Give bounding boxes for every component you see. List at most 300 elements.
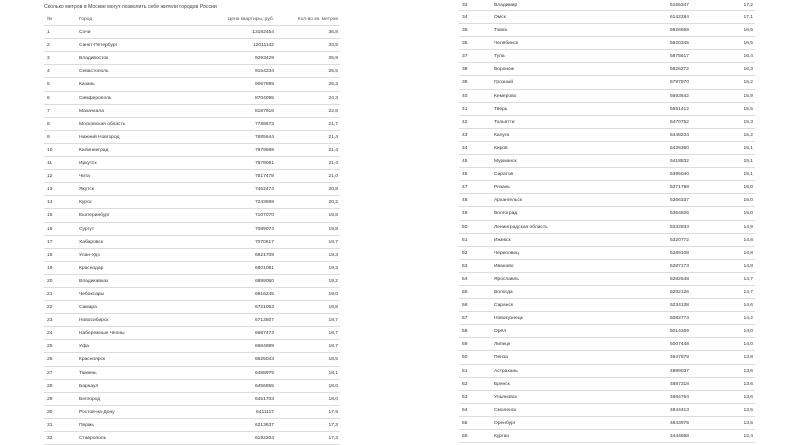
row-price: 7679589 <box>254 147 274 153</box>
row-price: 6921709 <box>254 252 274 258</box>
row-price: 5395040 <box>669 172 689 178</box>
row-price: 5797970 <box>669 80 689 86</box>
table-row <box>44 39 340 52</box>
row-price: 6488975 <box>254 370 274 376</box>
row-num: 19 <box>47 265 53 271</box>
row-num: 9 <box>47 134 50 140</box>
row-num: 12 <box>47 174 53 180</box>
row-price: 7089074 <box>254 226 274 232</box>
row-num: 14 <box>47 200 53 206</box>
row-m2: 13,6 <box>743 368 753 374</box>
row-num: 66 <box>462 434 468 439</box>
row-price: 5282548 <box>669 276 689 282</box>
row-m2: 14,7 <box>743 289 753 295</box>
row-city: Мурманск <box>494 159 517 165</box>
table-row <box>459 299 755 312</box>
row-city: Новокузнецк <box>494 316 523 322</box>
table-row <box>44 144 340 157</box>
row-num: 10 <box>47 147 53 153</box>
row-price: 4884764 <box>669 394 689 400</box>
row-city: Липецк <box>494 342 511 348</box>
row-price: 5252126 <box>669 289 689 295</box>
table-row <box>459 391 755 404</box>
row-price: 9067899 <box>254 82 274 88</box>
row-num: 31 <box>47 422 53 428</box>
row-city: Волгоград <box>494 211 518 217</box>
row-city: Пермь <box>79 422 94 428</box>
table-row <box>459 181 755 194</box>
row-num: 15 <box>47 213 53 219</box>
row-city: Ижевск <box>494 237 511 243</box>
row-num: 42 <box>462 119 468 125</box>
right-table-body <box>459 0 755 443</box>
row-city: Калуга <box>494 132 510 138</box>
header-num: № <box>47 17 53 22</box>
row-m2: 21,4 <box>328 147 338 153</box>
row-m2: 14,8 <box>743 263 753 269</box>
row-m2: 14,2 <box>743 316 753 322</box>
table-row <box>44 432 340 445</box>
row-m2: 15,9 <box>743 93 753 99</box>
row-price: 6901081 <box>254 265 274 271</box>
table-row <box>459 103 755 116</box>
row-num: 28 <box>47 383 53 389</box>
row-city: Нижний Новгород <box>79 134 120 140</box>
row-num: 25 <box>47 344 53 350</box>
row-m2: 15,1 <box>743 172 753 178</box>
table-row <box>44 131 340 144</box>
row-city: Рязань <box>494 185 510 191</box>
row-num: 26 <box>47 357 53 363</box>
row-num: 51 <box>462 237 468 243</box>
row-price: 5289108 <box>669 250 689 256</box>
table-row <box>459 116 755 129</box>
row-city: Набережные Челны <box>79 331 125 337</box>
row-num: 62 <box>462 381 468 387</box>
table-row <box>459 168 755 181</box>
table-row <box>459 325 755 338</box>
row-city: Грозный <box>494 80 513 86</box>
row-m2: 20,8 <box>328 187 338 193</box>
row-num: 56 <box>462 303 468 309</box>
table-row <box>459 247 755 260</box>
table-row <box>459 129 755 142</box>
row-num: 59 <box>462 342 468 348</box>
table-row <box>44 301 340 314</box>
row-price: 5007448 <box>669 342 689 348</box>
row-num: 5 <box>47 82 50 88</box>
row-m2: 15,1 <box>743 159 753 165</box>
row-city: Якутск <box>79 187 94 193</box>
table-row <box>44 183 340 196</box>
row-price: 9293429 <box>254 56 274 62</box>
row-m2: 12,4 <box>743 434 753 439</box>
table-row <box>459 312 755 325</box>
row-num: 48 <box>462 198 468 204</box>
row-city: Красноярск <box>79 357 106 363</box>
row-num: 64 <box>462 407 468 413</box>
row-price: 5371798 <box>669 185 689 191</box>
row-m2: 18,8 <box>328 305 338 311</box>
table-row <box>44 275 340 288</box>
row-price: 7678081 <box>254 161 274 167</box>
row-city: Самара <box>79 305 97 311</box>
row-m2: 16,3 <box>743 67 753 73</box>
row-price: 4844413 <box>669 407 689 413</box>
row-city: Уфа <box>79 344 89 350</box>
row-num: 37 <box>462 54 468 60</box>
row-m2: 17,3 <box>328 422 338 428</box>
row-city: Чебоксары <box>79 291 105 297</box>
row-city: Вологда <box>494 289 513 295</box>
row-num: 40 <box>462 93 468 99</box>
row-m2: 18,1 <box>328 370 338 376</box>
row-city: Тольятти <box>494 119 515 125</box>
row-m2: 14,9 <box>743 224 753 230</box>
table-row <box>44 92 340 105</box>
row-num: 21 <box>47 291 53 297</box>
table-row <box>44 314 340 327</box>
row-num: 55 <box>462 289 468 295</box>
row-num: 58 <box>462 329 468 335</box>
row-m2: 19,3 <box>328 265 338 271</box>
row-city: Махачкала <box>79 108 104 114</box>
row-num: 43 <box>462 132 468 138</box>
table-row <box>459 417 755 430</box>
table-row <box>459 234 755 247</box>
row-num: 16 <box>47 226 53 232</box>
table-row <box>44 353 340 366</box>
row-m2: 18,7 <box>328 331 338 337</box>
row-m2: 15,0 <box>743 185 753 191</box>
row-price: 6192204 <box>254 436 274 441</box>
row-m2: 18,5 <box>328 357 338 363</box>
row-num: 33 <box>462 3 468 8</box>
table-row <box>459 76 755 89</box>
row-m2: 21,4 <box>328 161 338 167</box>
row-city: Архангельск <box>494 198 522 204</box>
row-m2: 18,0 <box>328 396 338 402</box>
row-m2: 18,0 <box>328 383 338 389</box>
row-price: 6687473 <box>254 331 274 337</box>
header-m2: Кол-во кв. метров <box>297 17 338 22</box>
row-m2: 25,9 <box>328 56 338 62</box>
row-m2: 25,5 <box>328 69 338 75</box>
row-price: 6213637 <box>254 422 274 428</box>
table-row <box>459 430 755 443</box>
row-m2: 16,2 <box>743 80 753 86</box>
table-row <box>44 118 340 131</box>
row-num: 22 <box>47 305 53 311</box>
table-row <box>459 63 755 76</box>
table-row <box>44 367 340 380</box>
row-m2: 14,0 <box>743 342 753 348</box>
row-m2: 17,9 <box>328 409 338 415</box>
row-price: 6684889 <box>254 344 274 350</box>
row-city: Белгород <box>79 396 101 402</box>
row-m2: 36,8 <box>328 30 338 36</box>
table-row <box>44 223 340 236</box>
row-num: 17 <box>47 239 53 245</box>
row-m2: 22,8 <box>328 108 338 114</box>
row-price: 7243699 <box>254 200 274 206</box>
table-row <box>44 327 340 340</box>
row-price: 6721053 <box>254 305 274 311</box>
row-price: 5426360 <box>669 145 689 151</box>
row-city: Воронеж <box>494 67 515 73</box>
left-table-body <box>44 26 340 445</box>
table-row <box>44 380 340 393</box>
row-num: 6 <box>47 95 50 101</box>
row-city: Ленинградская область <box>494 224 548 230</box>
row-num: 54 <box>462 276 468 282</box>
row-city: Севастополь <box>79 69 109 75</box>
row-price: 6899050 <box>254 278 274 284</box>
row-num: 49 <box>462 211 468 217</box>
row-price: 6816245 <box>254 291 274 297</box>
row-city: Курган <box>494 434 510 439</box>
row-m2: 14,7 <box>743 276 753 282</box>
row-city: Симферополь <box>79 95 112 101</box>
row-m2: 13,6 <box>743 381 753 387</box>
row-num: 2 <box>47 43 50 49</box>
row-price: 7107070 <box>254 213 274 219</box>
table-row <box>44 419 340 432</box>
row-city: Иркутск <box>79 161 97 167</box>
row-city: Калининград <box>79 147 109 153</box>
row-price: 5418832 <box>669 159 689 165</box>
row-city: Краснодар <box>79 265 104 271</box>
row-city: Хабаровск <box>79 239 103 245</box>
table-row <box>44 249 340 262</box>
row-price: 5332833 <box>669 224 689 230</box>
row-price: 5920345 <box>669 41 689 47</box>
header-city: Город <box>79 17 93 22</box>
row-num: 39 <box>462 80 468 86</box>
row-num: 52 <box>462 250 468 256</box>
row-m2: 15,2 <box>743 132 753 138</box>
row-price: 5320772 <box>669 237 689 243</box>
row-num: 36 <box>462 41 468 47</box>
row-city: Улан-Удэ <box>79 252 100 258</box>
table-row <box>459 286 755 299</box>
row-price: 4887318 <box>669 381 689 387</box>
row-city: Владивосток <box>79 56 109 62</box>
row-city: Омск <box>494 15 506 20</box>
row-price: 5366337 <box>669 198 689 204</box>
row-price: 6625043 <box>254 357 274 363</box>
row-city: Новосибирск <box>79 318 109 324</box>
row-num: 47 <box>462 185 468 191</box>
row-num: 3 <box>47 56 50 62</box>
row-m2: 15,0 <box>743 198 753 204</box>
row-price: 8187916 <box>254 108 274 114</box>
table-row <box>459 37 755 50</box>
row-price: 13192454 <box>252 30 274 36</box>
row-num: 20 <box>47 278 53 284</box>
row-city: Орёл <box>494 329 507 335</box>
row-price: 5287173 <box>669 263 689 269</box>
table-row <box>44 196 340 209</box>
row-price: 7789673 <box>254 121 274 127</box>
row-num: 13 <box>47 187 53 193</box>
row-city: Астрахань <box>494 368 518 374</box>
row-num: 44 <box>462 145 468 151</box>
row-m2: 17,3 <box>328 436 338 441</box>
row-num: 57 <box>462 316 468 322</box>
row-m2: 14,8 <box>743 250 753 256</box>
table-row <box>459 351 755 364</box>
row-city: Иваново <box>494 263 514 269</box>
row-city: Владикавказ <box>79 278 109 284</box>
row-city: Кемерово <box>494 93 517 99</box>
row-num: 38 <box>462 67 468 73</box>
row-num: 61 <box>462 368 468 374</box>
right-column <box>459 0 755 443</box>
row-city: Ульяновск <box>494 394 518 400</box>
row-m2: 33,5 <box>328 43 338 49</box>
row-price: 4843975 <box>669 420 689 426</box>
row-m2: 15,0 <box>743 211 753 217</box>
table-row <box>459 338 755 351</box>
row-m2: 14,0 <box>743 329 753 335</box>
row-num: 35 <box>462 28 468 34</box>
row-city: Брянск <box>494 381 510 387</box>
row-num: 7 <box>47 108 50 114</box>
table-row <box>44 209 340 222</box>
row-price: 5364826 <box>669 211 689 217</box>
row-city: Саратов <box>494 172 514 178</box>
table-row <box>459 365 755 378</box>
row-num: 53 <box>462 263 468 269</box>
row-m2: 17,1 <box>743 15 753 20</box>
row-city: Сургут <box>79 226 95 232</box>
row-city: Пенза <box>494 355 508 361</box>
row-price: 8704095 <box>254 95 274 101</box>
row-num: 8 <box>47 121 50 127</box>
table-row <box>459 194 755 207</box>
row-price: 7070617 <box>254 239 274 245</box>
row-price: 12011142 <box>252 43 274 49</box>
row-m2: 25,3 <box>328 82 338 88</box>
row-num: 34 <box>462 15 468 20</box>
table-row <box>459 90 755 103</box>
left-column <box>44 0 340 445</box>
row-num: 60 <box>462 355 468 361</box>
row-city: Тверь <box>494 106 508 112</box>
row-num: 63 <box>462 394 468 400</box>
table-row <box>459 378 755 391</box>
row-price: 6142284 <box>669 15 689 20</box>
table-row <box>459 50 755 63</box>
row-num: 29 <box>47 396 53 402</box>
table-row <box>44 52 340 65</box>
row-price: 5926659 <box>669 28 689 34</box>
row-num: 32 <box>47 436 53 441</box>
table-row <box>44 288 340 301</box>
row-price: 7462474 <box>254 187 274 193</box>
table-row <box>459 273 755 286</box>
table-row <box>44 406 340 419</box>
row-price: 6713507 <box>254 318 274 324</box>
row-city: Тюмень <box>79 370 97 376</box>
row-city: Череповец <box>494 250 519 256</box>
table-row <box>459 207 755 220</box>
row-price: 6155347 <box>669 3 689 8</box>
row-city: Ярославль <box>494 276 519 282</box>
row-city: Челябинск <box>494 41 519 47</box>
row-price: 9154234 <box>254 69 274 75</box>
row-m2: 19,3 <box>328 252 338 258</box>
row-price: 6411117 <box>256 409 274 415</box>
row-m2: 21,0 <box>328 174 338 180</box>
row-city: Ростов-на-Дону <box>79 409 115 415</box>
row-price: 5448234 <box>669 132 689 138</box>
row-city: Сочи <box>79 30 91 36</box>
row-m2: 16,5 <box>743 28 753 34</box>
row-m2: 24,3 <box>328 95 338 101</box>
row-m2: 20,2 <box>328 200 338 206</box>
table-row <box>459 11 755 24</box>
table-row <box>44 170 340 183</box>
row-price: 5234138 <box>669 303 689 309</box>
row-num: 18 <box>47 252 53 258</box>
row-num: 11 <box>47 161 53 167</box>
row-city: Киров <box>494 145 508 151</box>
row-price: 5826272 <box>669 67 689 73</box>
row-m2: 13,6 <box>743 394 753 400</box>
row-city: Екатеринбург <box>79 213 110 219</box>
row-m2: 21,4 <box>328 134 338 140</box>
row-price: 6451703 <box>254 396 274 402</box>
row-price: 6456855 <box>254 383 274 389</box>
row-city: Курск <box>79 200 92 206</box>
row-m2: 14,8 <box>743 237 753 243</box>
row-price: 4444658 <box>669 434 689 439</box>
row-num: 23 <box>47 318 53 324</box>
table-row <box>44 65 340 78</box>
row-city: Тула <box>494 54 505 60</box>
row-num: 24 <box>47 331 53 337</box>
table-row <box>459 24 755 37</box>
row-num: 27 <box>47 370 53 376</box>
row-m2: 19,7 <box>328 239 338 245</box>
row-city: Барнаул <box>79 383 99 389</box>
table-row <box>44 262 340 275</box>
row-price: 5693642 <box>669 93 689 99</box>
row-city: Томск <box>494 28 508 34</box>
row-m2: 18,7 <box>328 344 338 350</box>
row-m2: 18,7 <box>328 318 338 324</box>
table-row <box>44 105 340 118</box>
row-price: 7517478 <box>254 174 274 180</box>
row-m2: 16,5 <box>743 41 753 47</box>
row-m2: 15,1 <box>743 145 753 151</box>
row-price: 4947878 <box>669 355 689 361</box>
row-m2: 21,7 <box>328 121 338 127</box>
row-num: 45 <box>462 159 468 165</box>
table-row <box>459 221 755 234</box>
row-num: 50 <box>462 224 468 230</box>
table-row <box>459 0 755 11</box>
row-num: 4 <box>47 69 50 75</box>
row-city: Владимир <box>494 3 518 8</box>
row-m2: 15,5 <box>743 106 753 112</box>
table-row <box>459 260 755 273</box>
row-city: Московская область <box>79 121 126 127</box>
table-header <box>44 13 340 26</box>
row-price: 5014269 <box>669 329 689 335</box>
